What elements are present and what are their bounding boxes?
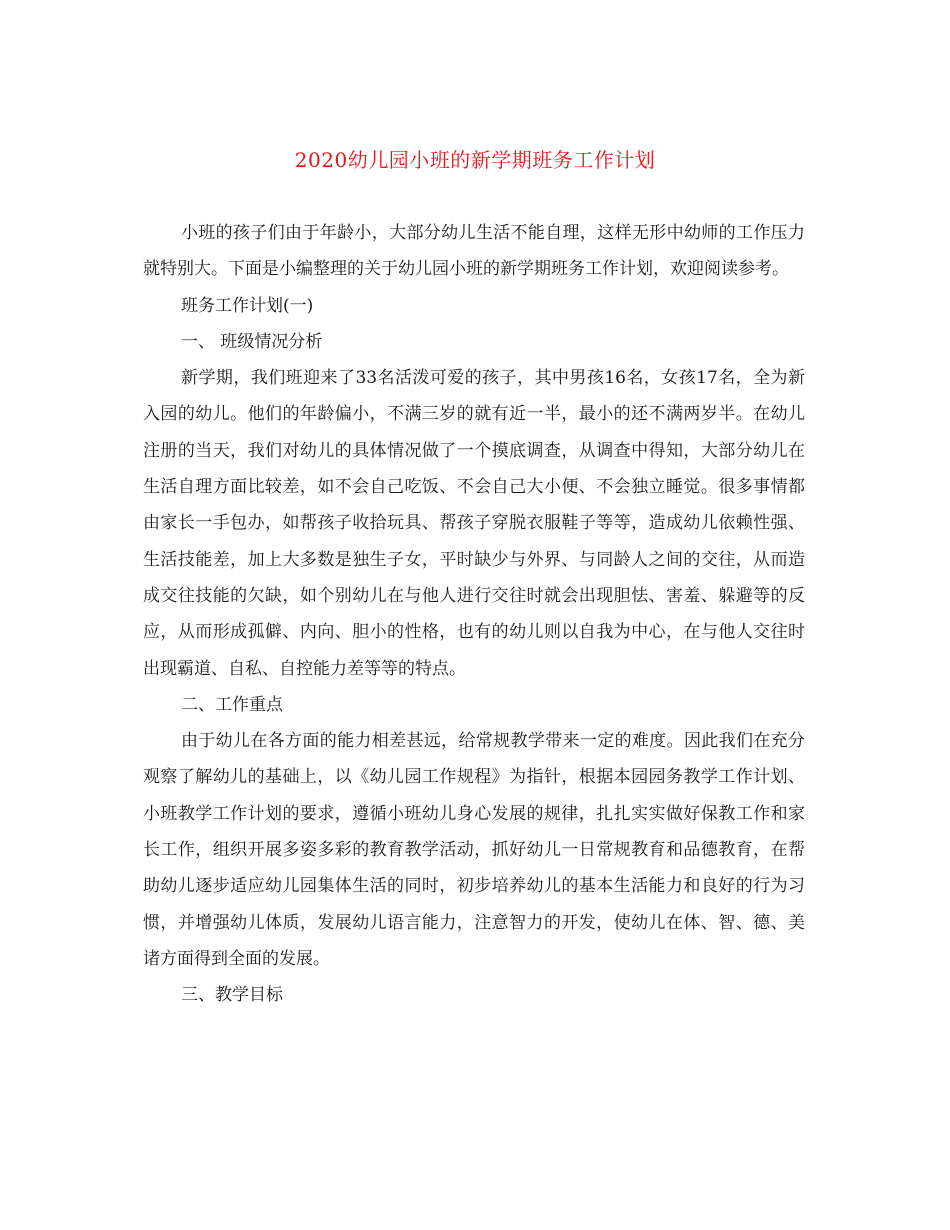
section3-heading: 三、教学目标	[181, 985, 283, 1006]
document-title: 2020幼儿园小班的新学期班务工作计划	[294, 148, 656, 173]
section1-paragraph: 新学期，我们班迎来了33名活泼可爱的孩子，其中男孩16名，女孩17名，全为新入园的幼儿。他们的年龄偏小，不满三岁的就有近一半，最小的还不满两岁半。在幼儿注册的当天，我们对幼儿的具体情况做了一个摸底调查，从调查中得知，大部分幼儿在生活自理方面比较差，如不会自己吃饭、不会自己大小便、不会独立睡觉。很多事情都由家长一手包办，如帮孩子收拾玩具、帮孩子穿脱衣服鞋子等等，造成幼儿依赖性强、生活技能差，加上大多数是独生子女，平时缺少与外界、与同龄人之间的交往，从而造成交往技能的欠缺，如个别幼儿在与他人进行交往时就会出现胆怯、害羞、躲避等的反应，从而形成孤僻、内向、胆小的性格，也有的幼儿则以自我为中心，在与他人交往时出现霸道、自私、自控能力差等等的特点。	[143, 368, 805, 679]
section2-heading: 二、工作重点	[181, 694, 283, 715]
document-body	[143, 215, 805, 1014]
plan-heading: 班务工作计划(一)	[181, 295, 314, 316]
section2-paragraph: 由于幼儿在各方面的能力相差甚远，给常规教学带来一定的难度。因此我们在充分观察了解幼儿的基础上，以《幼儿园工作规程》为指针，根据本园园务教学工作计划、小班教学工作计划的要求，遵循小班幼儿身心发展的规律，扎扎实实做好保教工作和家长工作，组织开展多姿多彩的教育教学活动，抓好幼儿一日常规教育和品德教育，在帮助幼儿逐步适应幼儿园集体生活的同时，初步培养幼儿的基本生活能力和良好的行为习惯，并增强幼儿体质，发展幼儿语言能力，注意智力的开发，使幼儿在体、智、德、美诸方面得到全面的发展。	[143, 731, 805, 969]
section1-heading: 一、 班级情况分析	[181, 331, 323, 352]
intro-paragraph: 小班的孩子们由于年龄小，大部分幼儿生活不能自理，这样无形中幼师的工作压力就特别大。下面是小编整理的关于幼儿园小班的新学期班务工作计划，欢迎阅读参考。	[143, 223, 805, 280]
